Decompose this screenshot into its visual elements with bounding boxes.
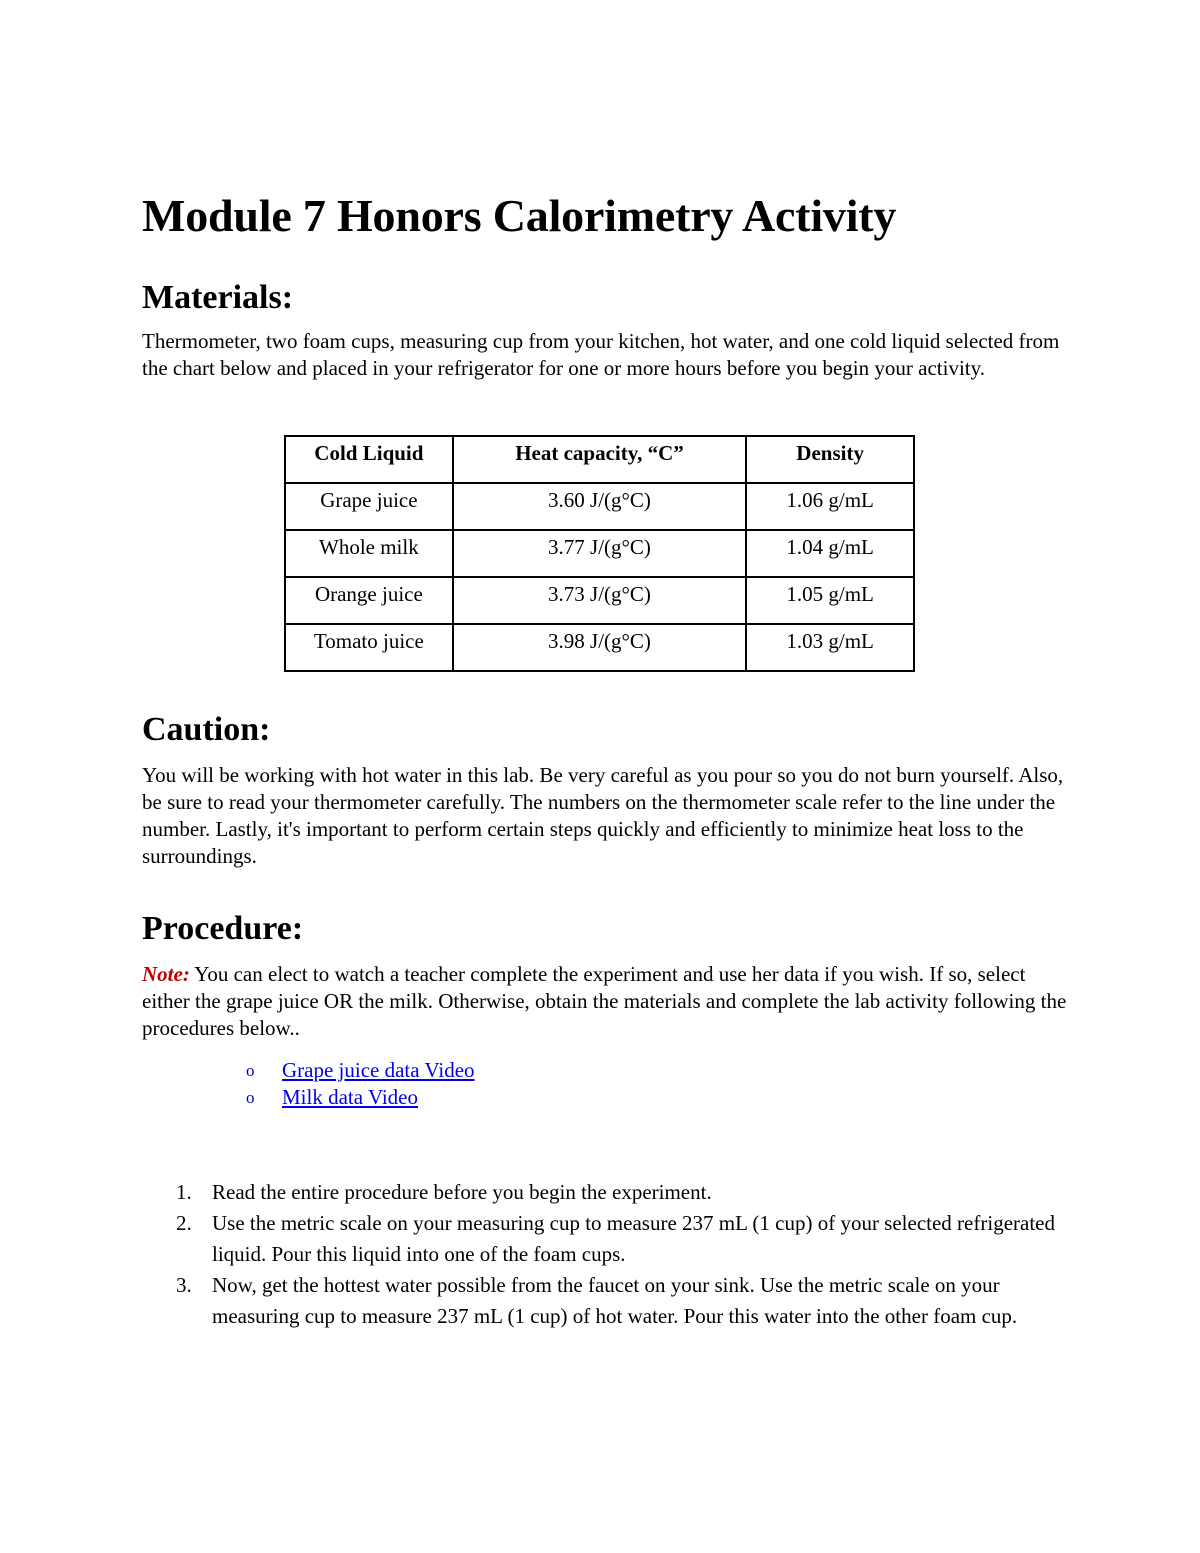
- list-item: [246, 1084, 1072, 1111]
- document-page: [142, 188, 1072, 1332]
- bullet-icon: o: [246, 1060, 255, 1080]
- list-item: [142, 1208, 1072, 1270]
- list-item: [246, 1057, 1072, 1084]
- table-cell: Orange juice: [285, 577, 453, 624]
- table-cell: 3.77 J/(g°C): [453, 530, 746, 577]
- step-text: Now, get the hottest water possible from the faucet on your sink. Use the metric scale on your measuring cup to measure 237 mL (1 cup) of hot water. Pour this water into the other foam cup.: [212, 1273, 1018, 1329]
- materials-heading: Materials:: [142, 279, 294, 316]
- procedure-heading: Procedure:: [142, 909, 304, 947]
- liquids-table: [284, 435, 915, 672]
- step-number: 1.: [176, 1180, 192, 1205]
- table-cell: Grape juice: [285, 483, 453, 530]
- note-text: You can elect to watch a teacher complete the experiment and use her data if you wish. If so, select either the grape juice OR the milk. Otherwise, obtain the materials and complete the lab activity following the procedures below..: [142, 961, 1067, 1041]
- table-row: [285, 577, 914, 624]
- table-cell: 3.98 J/(g°C): [453, 624, 746, 671]
- video-links-list: [142, 1057, 1072, 1112]
- table-cell: 1.04 g/mL: [746, 530, 914, 577]
- procedure-steps: [142, 1177, 1072, 1332]
- liquids-table-wrapper: [284, 435, 1072, 672]
- step-text: Use the metric scale on your measuring cup to measure 237 mL (1 cup) of your selected refrigerated liquid. Pour this liquid into one of the foam cups.: [212, 1211, 1055, 1267]
- materials-text: Thermometer, two foam cups, measuring cup from your kitchen, hot water, and one cold liquid selected from the chart below and placed in your refrigerator for one or more hours before you begin your activity.: [142, 329, 1060, 381]
- table-header-cell: Cold Liquid: [285, 436, 453, 483]
- table-cell: 1.06 g/mL: [746, 483, 914, 530]
- page-title: Module 7 Honors Calorimetry Activity: [142, 190, 897, 241]
- table-row: [285, 483, 914, 530]
- bullet-icon: o: [246, 1087, 255, 1107]
- step-number: 3.: [176, 1273, 192, 1298]
- table-header-cell: Heat capacity, “C”: [453, 436, 746, 483]
- table-cell: 1.03 g/mL: [746, 624, 914, 671]
- list-item: [142, 1270, 1072, 1332]
- procedure-note: [142, 961, 1072, 1043]
- list-item: [142, 1177, 1072, 1208]
- table-header-cell: Density: [746, 436, 914, 483]
- note-label: Note:: [142, 961, 190, 986]
- milk-video-link[interactable]: Milk data Video: [282, 1084, 418, 1109]
- table-cell: 1.05 g/mL: [746, 577, 914, 624]
- step-text: Read the entire procedure before you begin the experiment.: [212, 1180, 712, 1205]
- step-number: 2.: [176, 1211, 192, 1236]
- table-row: [285, 624, 914, 671]
- grape-juice-video-link[interactable]: Grape juice data Video: [282, 1057, 475, 1082]
- table-cell: Whole milk: [285, 530, 453, 577]
- caution-heading: Caution:: [142, 710, 271, 748]
- table-cell: 3.73 J/(g°C): [453, 577, 746, 624]
- table-row: [285, 530, 914, 577]
- table-cell: Tomato juice: [285, 624, 453, 671]
- table-cell: 3.60 J/(g°C): [453, 483, 746, 530]
- caution-text: You will be working with hot water in this lab. Be very careful as you pour so you do not burn yourself. Also, be sure to read your thermometer carefully. The numbers on the thermometer scale refer to the line under the number. Lastly, it's important to perform certain steps quickly and efficiently to minimize heat loss to the surroundings.: [142, 762, 1064, 869]
- table-header-row: [285, 436, 914, 483]
